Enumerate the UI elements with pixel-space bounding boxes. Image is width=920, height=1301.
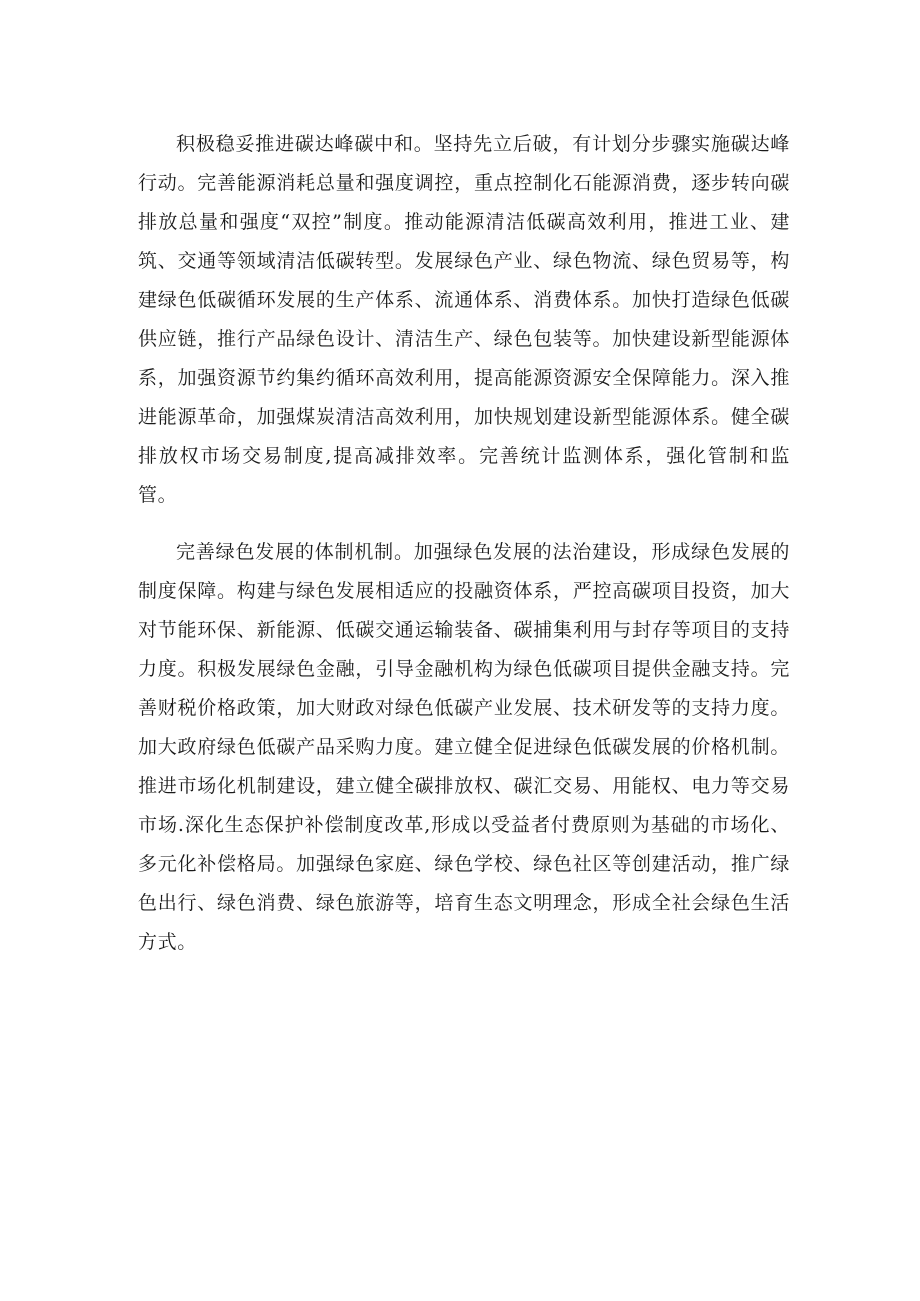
paragraph-carbon-peak-neutrality: 积极稳妥推进碳达峰碳中和。坚持先立后破，有计划分步骤实施碳达峰行动。完善能源消耗总量和强度调控，重点控制化石能源消费，逐步转向碳排放总量和强度“双控”制度。推动能源清洁低碳高效利用，推进工业、建筑、交通等领域清洁低碳转型。发展绿色产业、绿色物流、绿色贸易等，构建绿色低碳循环发展的生产体系、流通体系、消费体系。加快打造绿色低碳供应链，推行产品绿色设计、清洁生产、绿色包装等。加快建设新型能源体系，加强资源节约集约循环高效利用，提高能源资源安全保障能力。深入推进能源革命，加强煤炭清洁高效利用，加快规划建设新型能源体系。健全碳排放权市场交易制度,提高减排效率。完善统计监测体系，强化管制和监管。 bbox=[138, 133, 790, 506]
paragraph-green-development-mechanism: 完善绿色发展的体制机制。加强绿色发展的法治建设，形成绿色发展的制度保障。构建与绿色发展相适应的投融资体系，严控高碳项目投资，加大对节能环保、新能源、低碳交通运输装备、碳捕集利用与封存等项目的支持力度。积极发展绿色金融，引导金融机构为绿色低碳项目提供金融支持。完善财税价格政策，加大财政对绿色低碳产业发展、技术研发等的支持力度。加大政府绿色低碳产品采购力度。建立健全促进绿色低碳发展的价格机制。推进市场化机制建设，建立健全碳排放权、碳汇交易、用能权、电力等交易市场.深化生态保护补偿制度改革,形成以受益者付费原则为基础的市场化、多元化补偿格局。加强绿色家庭、绿色学校、绿色社区等创建活动，推广绿色出行、绿色消费、绿色旅游等，培育生态文明理念，形成全社会绿色生活方式。 bbox=[138, 541, 790, 953]
document-body bbox=[138, 125, 790, 962]
